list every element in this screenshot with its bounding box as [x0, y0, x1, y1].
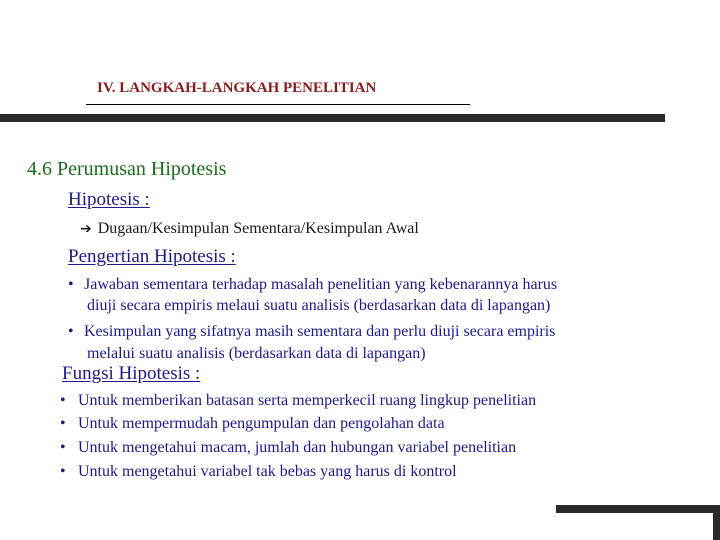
fungsi-item-1: Untuk memberikan batasan serta memperkecil ruang lingkup penelitian: [78, 392, 537, 409]
chapter-title: IV. LANGKAH-LANGKAH PENELITIAN: [97, 80, 377, 96]
bullet-icon: •: [68, 323, 74, 340]
fungsi-item-2: Untuk mempermudah pengumpulan dan pengolahan data: [78, 415, 445, 432]
list-item: [60, 391, 536, 411]
bullet-icon: •: [60, 463, 66, 480]
bullet-icon: •: [60, 415, 66, 432]
corner-bar-vertical: [713, 505, 720, 540]
fungsi-item-4: Untuk mengetahui variabel tak bebas yang harus di kontrol: [78, 463, 457, 480]
bullet-icon: •: [60, 439, 66, 456]
bullet-icon: •: [68, 276, 74, 293]
fungsi-item-3: Untuk mengetahui macam, jumlah dan hubungan variabel penelitian: [78, 439, 517, 456]
hipotesis-definition: [80, 220, 419, 238]
pengertian-item-1-line-2: diuji secara empiris melaui suatu analisis (berdasarkan data di lapangan): [87, 297, 551, 314]
pengertian-heading: Pengertian Hipotesis :: [68, 246, 236, 267]
corner-bar-horizontal: [556, 505, 720, 513]
title-underline: [86, 104, 470, 105]
list-item: [60, 438, 516, 458]
hipotesis-definition-text: Dugaan/Kesimpulan Sementara/Kesimpulan Awal: [97, 220, 419, 237]
pengertian-item-2-line-2: melalui suatu analisis (berdasarkan data di lapangan): [87, 345, 426, 362]
header-bar: [0, 114, 665, 122]
list-item: [60, 414, 445, 434]
list-item: [68, 275, 557, 295]
hipotesis-heading: Hipotesis :: [68, 189, 150, 210]
section-title: 4.6 Perumusan Hipotesis: [27, 158, 227, 180]
fungsi-heading: Fungsi Hipotesis :: [62, 363, 201, 384]
pengertian-item-2-line-1: Kesimpulan yang sifatnya masih sementara dan perlu diuji secara empiris: [84, 323, 556, 340]
list-item: [68, 322, 555, 342]
arrow-right-icon: ➔: [80, 221, 92, 237]
pengertian-item-1-line-1: Jawaban sementara terhadap masalah penelitian yang kebenarannya harus: [84, 276, 558, 293]
list-item: [60, 462, 457, 482]
bullet-icon: •: [60, 392, 66, 409]
